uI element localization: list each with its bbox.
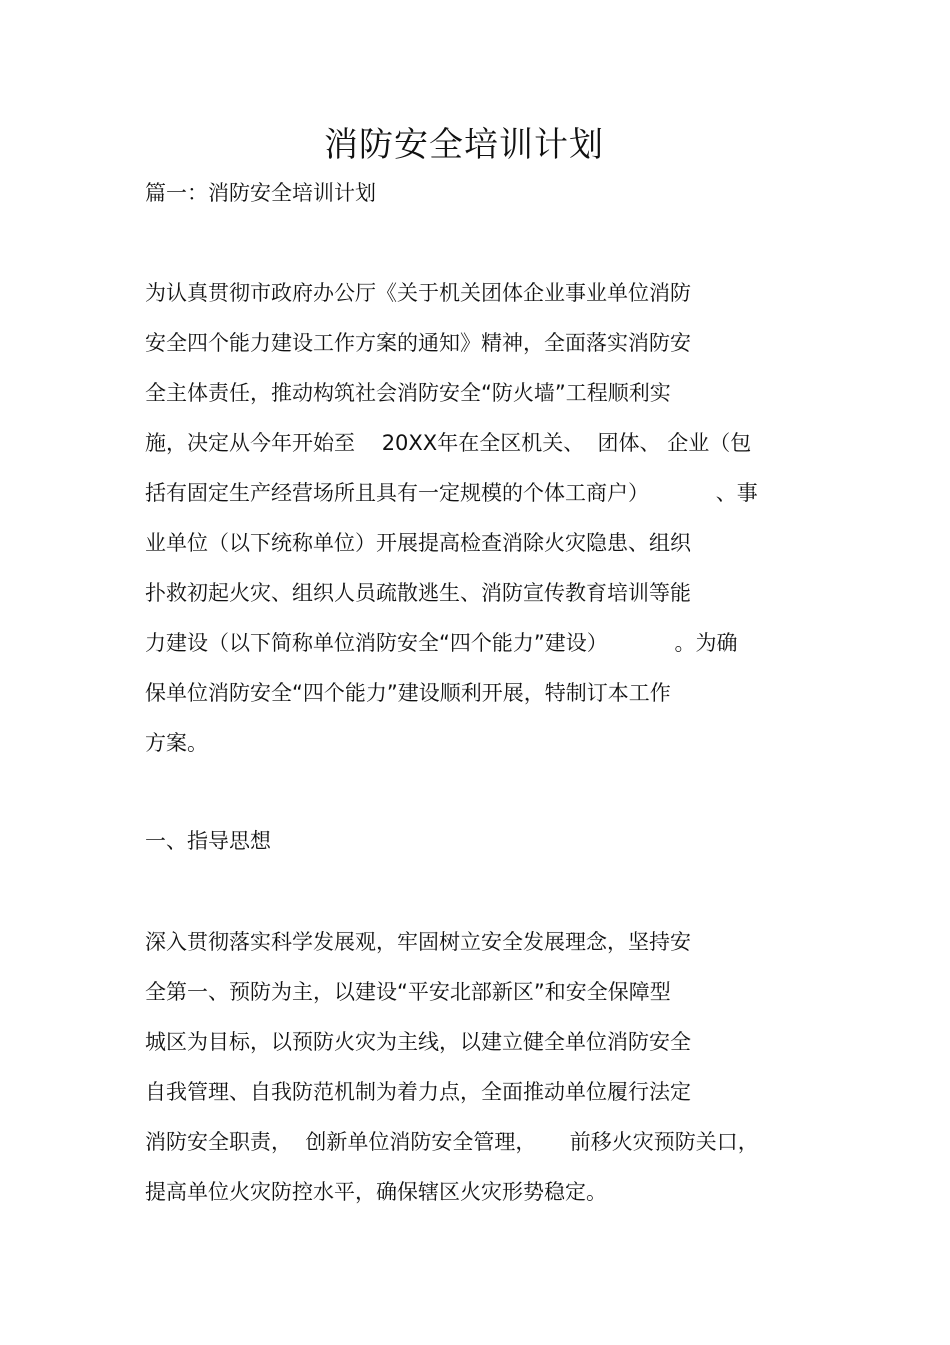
paragraph-line: 安全四个能力建设工作方案的通知》精神，全面落实消防安 <box>145 331 691 355</box>
paragraph-line: 全第一、预防为主，以建设“平安北部新区”和安全保障型 <box>145 980 671 1004</box>
paragraph-line: 深入贯彻落实科学发展观，牢固树立安全发展理念，坚持安 <box>145 930 691 954</box>
paragraph-line: 消防安全职责， 创新单位消防安全管理， 前移火灾预防关口， <box>145 1130 759 1154</box>
paragraph-line: 业单位（以下统称单位）开展提高检查消除火灾隐患、组织 <box>145 531 691 555</box>
section-heading: 一、指导思想 <box>145 829 271 853</box>
paragraph-line: 扑救初起火灾、组织人员疏散逃生、消防宣传教育培训等能 <box>145 581 691 605</box>
paragraph-line: 全主体责任，推动构筑社会消防安全“防火墙”工程顺利实 <box>145 381 671 405</box>
paragraph-line: 方案。 <box>145 731 208 755</box>
section-paragraph <box>145 928 845 1228</box>
paragraph-line: 力建设（以下简称单位消防安全“四个能力”建设） 。为确 <box>145 631 738 655</box>
paragraph-line: 为认真贯彻市政府办公厅《关于机关团体企业事业单位消防 <box>145 281 691 305</box>
paragraph-line: 施，决定从今年开始至 20XX年在全区机关、 团体、 企业（包 <box>145 431 752 455</box>
paragraph-line: 保单位消防安全“四个能力”建设顺利开展，特制订本工作 <box>145 681 671 705</box>
paragraph-line: 城区为目标，以预防火灾为主线，以建立健全单位消防安全 <box>145 1030 691 1054</box>
document-subtitle: 篇一：消防安全培训计划 <box>145 181 376 205</box>
intro-paragraph <box>145 279 845 779</box>
paragraph-line: 括有固定生产经营场所且具有一定规模的个体工商户） 、事 <box>145 481 758 505</box>
paragraph-line: 自我管理、自我防范机制为着力点，全面推动单位履行法定 <box>145 1080 691 1104</box>
paragraph-line: 提高单位火灾防控水平，确保辖区火灾形势稳定。 <box>145 1180 607 1204</box>
document-title: 消防安全培训计划 <box>324 125 604 165</box>
